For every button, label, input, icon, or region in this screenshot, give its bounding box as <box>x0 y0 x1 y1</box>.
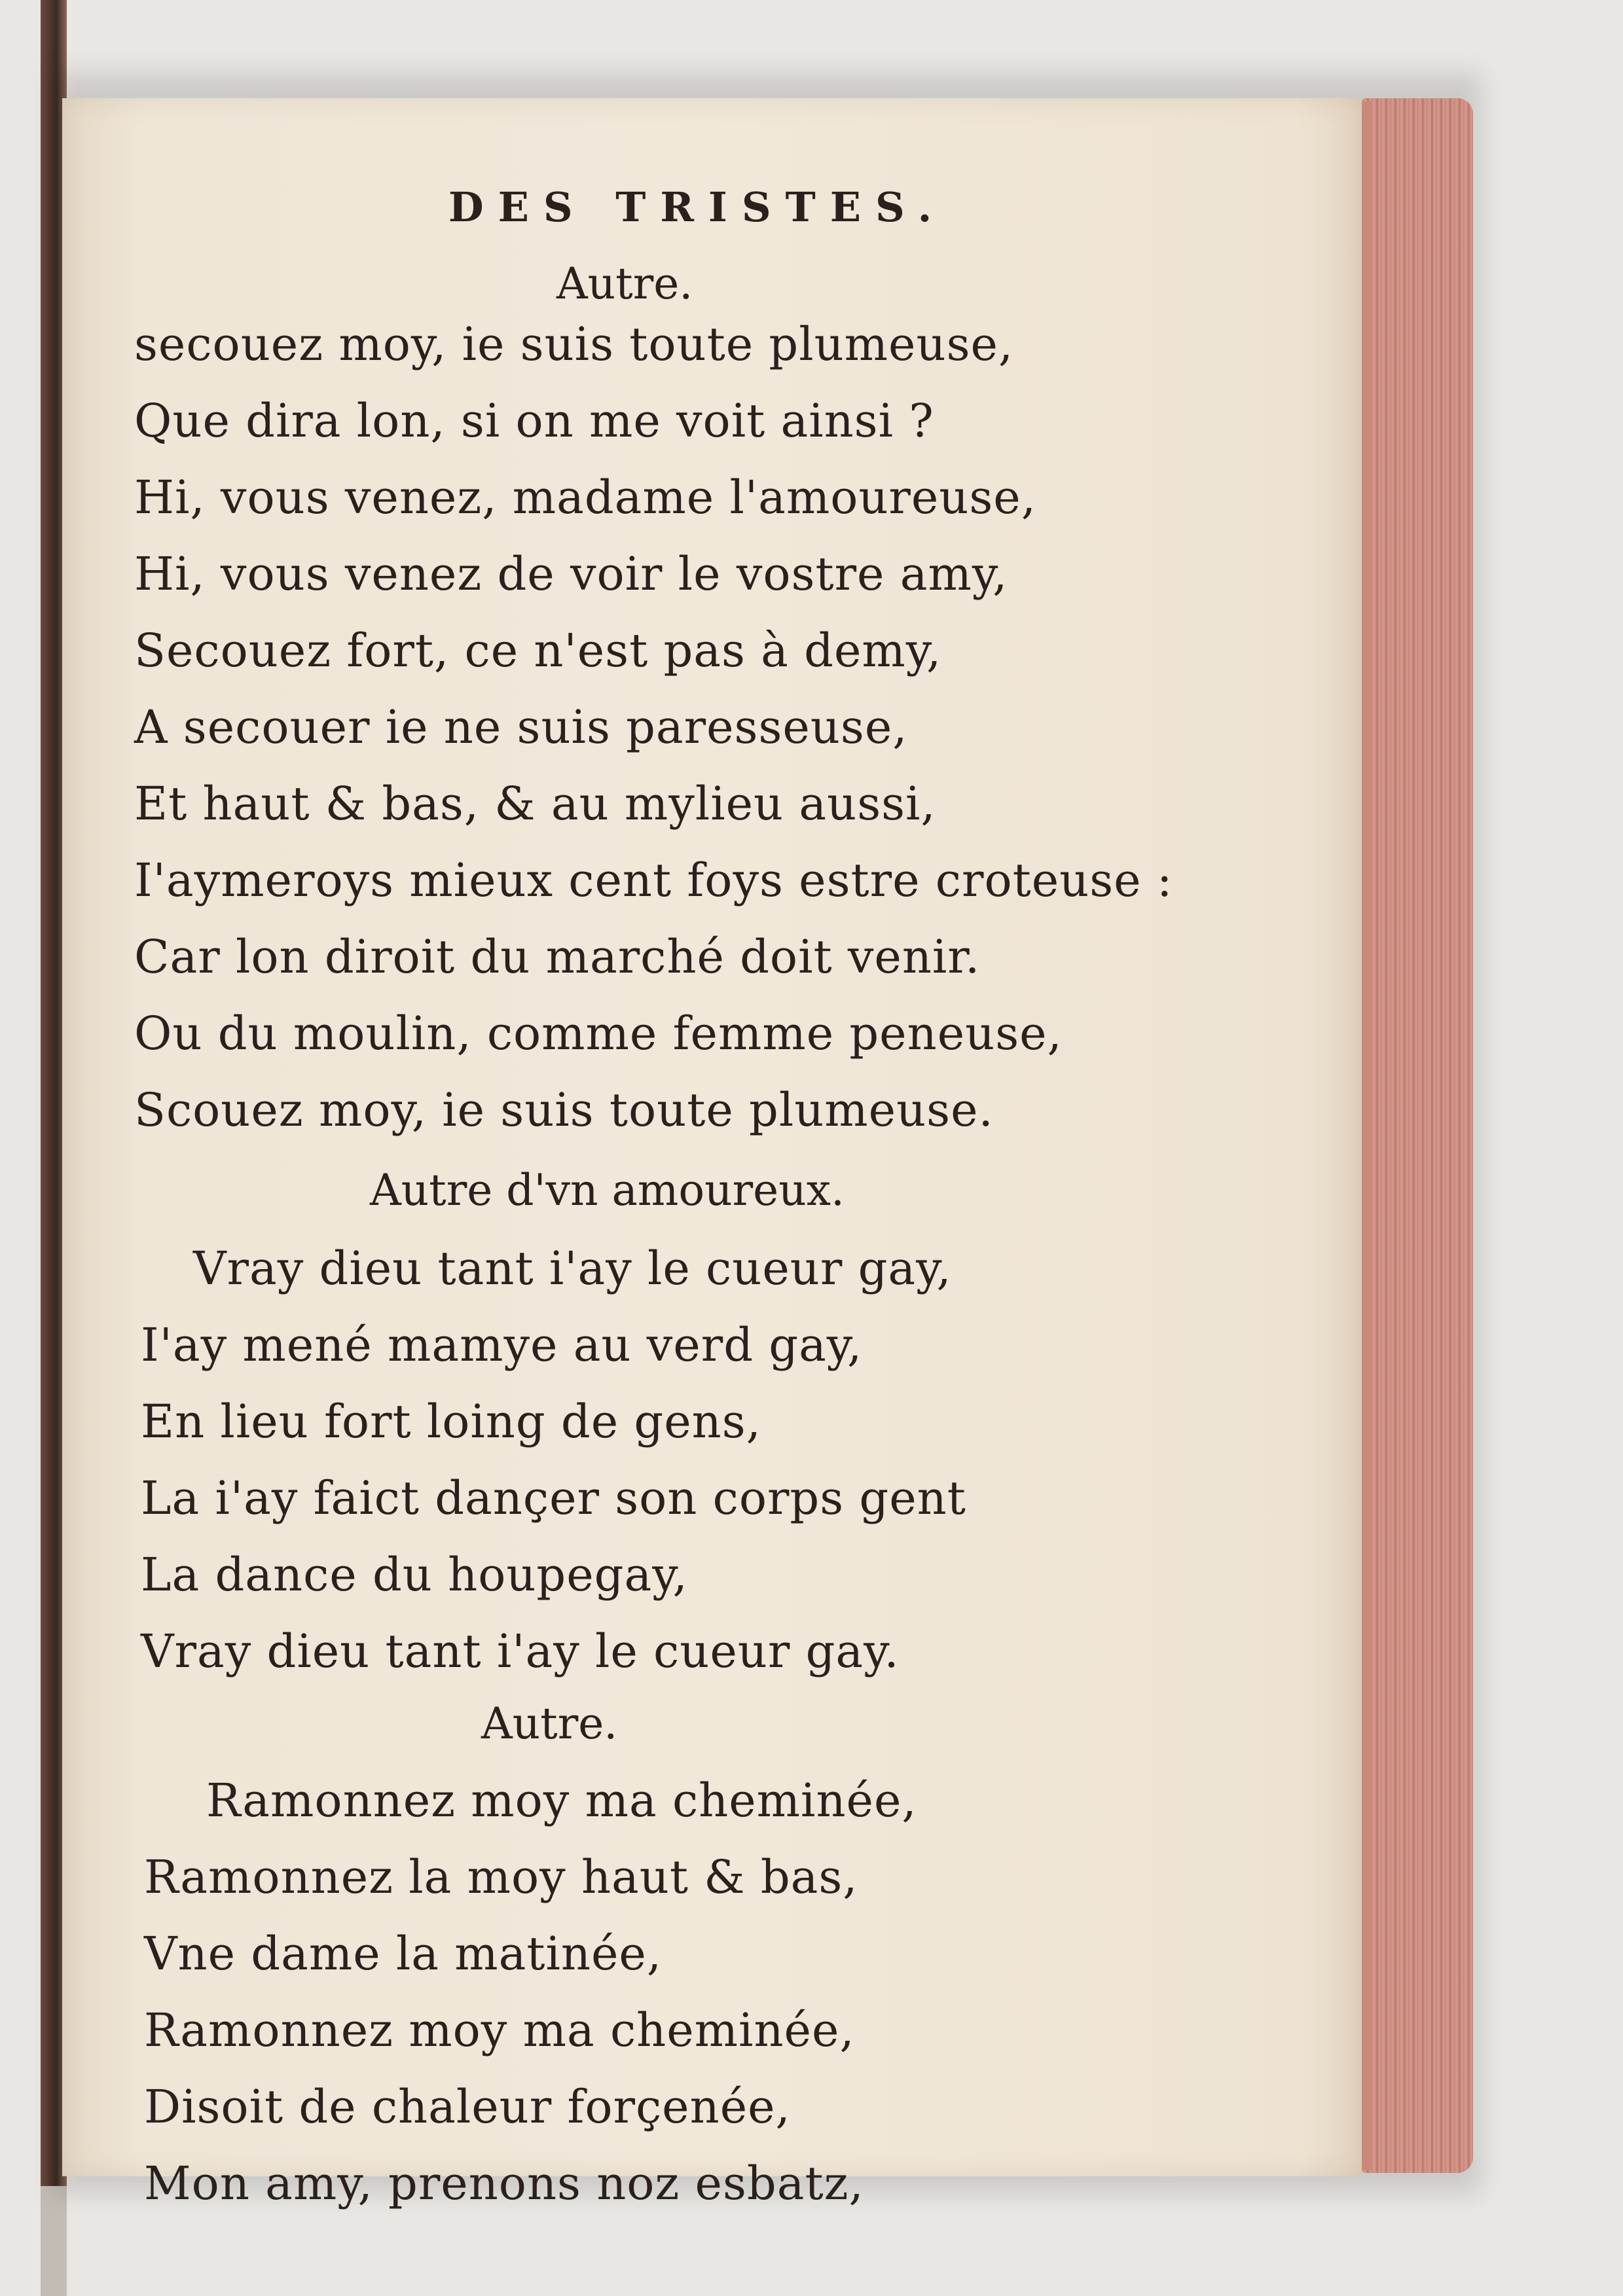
verse-line: Ramonnez moy ma cheminée, <box>144 2003 855 2057</box>
verse-line: En lieu fort loing de gens, <box>141 1395 761 1448</box>
poem-heading: Autre. <box>556 259 693 309</box>
background-bottom-left <box>41 2186 67 2296</box>
verse-line: Vray dieu tant i'ay le cueur gay. <box>141 1624 900 1678</box>
poem-heading: Autre. <box>481 1698 618 1749</box>
verse-line: Ramonnez moy ma cheminée, <box>206 1774 917 1827</box>
verse-line: Disoit de chaleur forçenée, <box>144 2080 791 2134</box>
verse-line: Vray dieu tant i'ay le cueur gay, <box>193 1242 952 1295</box>
verse-line: La i'ay faict dançer son corps gent <box>141 1471 966 1525</box>
verse-line: Car lon diroit du marché doit venir. <box>134 930 981 984</box>
verse-line: La dance du houpegay, <box>141 1548 688 1602</box>
page-text <box>62 98 1362 2210</box>
verse-line: Hi, vous venez de voir le vostre amy, <box>134 547 1008 601</box>
verse-line: secouez moy, ie suis toute plumeuse, <box>134 317 1014 371</box>
verse-line: A secouer ie ne suis paresseuse, <box>134 700 908 754</box>
poem-heading: Autre d'vn amoureux. <box>370 1165 845 1215</box>
verse-line: I'aymeroys mieux cent foys estre croteuse : <box>134 853 1173 907</box>
verse-line: Scouez moy, ie suis toute plumeuse. <box>134 1083 994 1137</box>
book-page <box>62 98 1362 2210</box>
verse-line: Vne dame la matinée, <box>144 1927 663 1981</box>
verse-line: Ramonnez la moy haut & bas, <box>144 1850 858 1904</box>
verse-line: Mon amy, prenons noz esbatz, <box>144 2157 864 2210</box>
verse-line: Secouez fort, ce n'est pas à demy, <box>134 624 942 677</box>
verse-line: Et haut & bas, & au mylieu aussi, <box>134 777 936 831</box>
page-edges <box>1362 98 1473 2173</box>
verse-line: Ou du moulin, comme femme peneuse, <box>134 1007 1063 1060</box>
verse-line: Hi, vous venez, madame l'amoureuse, <box>134 471 1036 524</box>
verse-line: I'ay mené mamye au verd gay, <box>141 1318 863 1372</box>
running-head: DES TRISTES. <box>448 183 947 231</box>
verse-line: Que dira lon, si on me voit ainsi ? <box>134 394 934 448</box>
